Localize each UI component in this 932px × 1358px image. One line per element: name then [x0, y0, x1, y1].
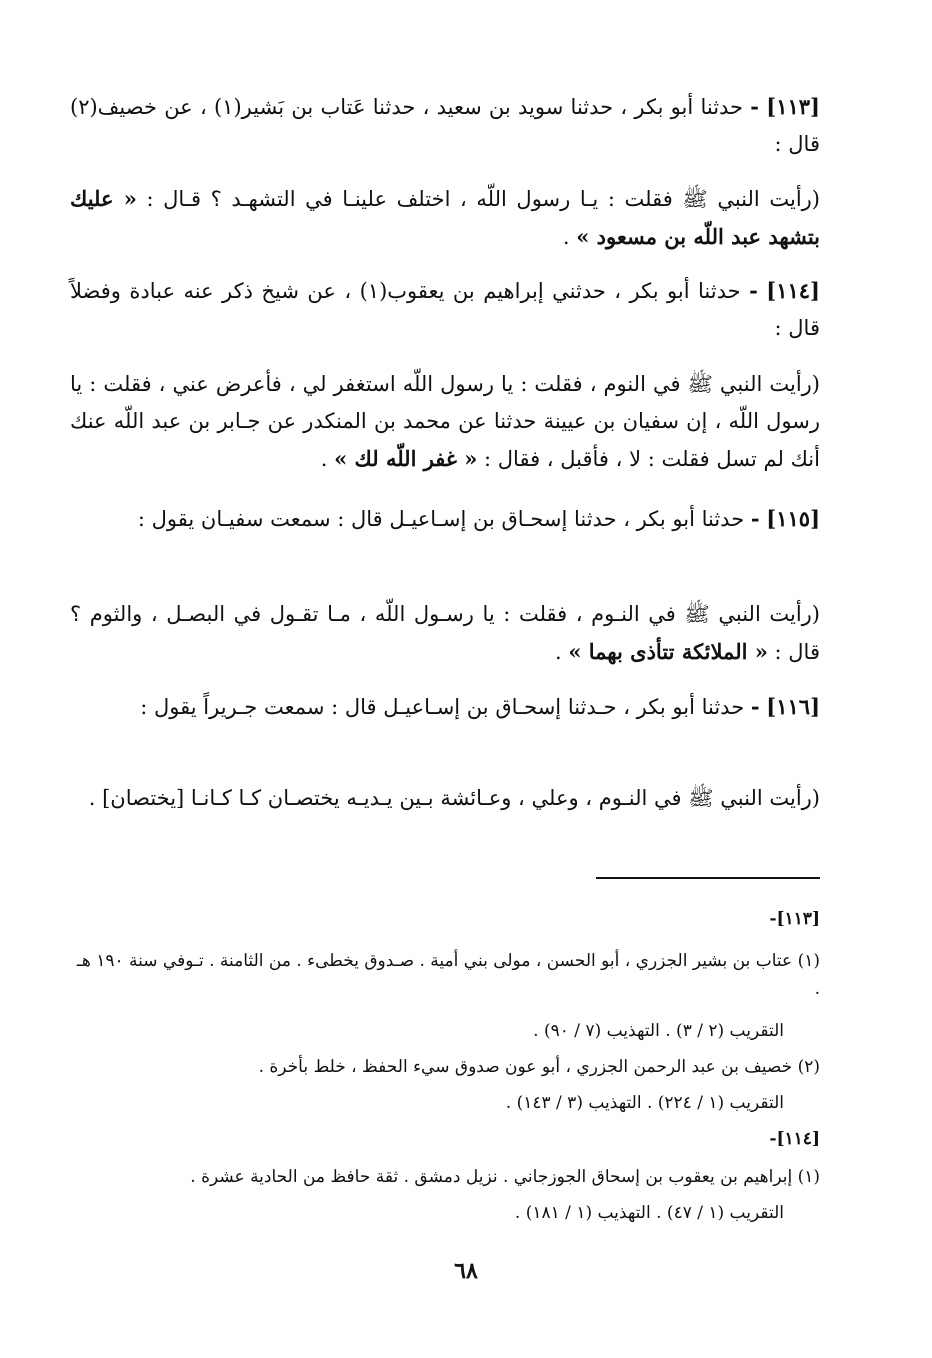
quote-text: (رأيت النبي ﷺ في النوم ، فقلت : يا رسول اللّه استغفر لي ، فأعرض عني ، فقلت : يا رسول اللّه ، إن سفيان بن عيينة حدثنا عن محمد بن المنكدر عن جـابر بن عبد اللّه عنك أنك لم تسل فقلت : لا ، فأقبل ، فقال : — [70, 372, 820, 471]
hadith-number: [١١٥] — [766, 506, 820, 531]
quote-bold: « عليك بتشهد عبد اللّه بن مسعود » — [70, 186, 820, 249]
footnote-113-1-reference: التقريب (٢ / ٣) . التهذيب (٧ / ٩٠) . — [533, 1021, 784, 1041]
quote-115 — [70, 596, 820, 671]
hadith-dash: - — [749, 278, 758, 303]
footnote-heading-114: [١١٤]- — [769, 1129, 820, 1149]
hadith-number: [١١٤] — [766, 278, 820, 303]
quote-113 — [70, 180, 820, 256]
footnote-heading-113: [١١٣]- — [769, 909, 820, 929]
quote-text: (رأيت النبي ﷺ فقلت : يـا رسول اللّه ، اختلف علينـا في التشهـد ؟ قـال : — [146, 187, 820, 211]
quote-close: . — [320, 447, 335, 471]
paragraph-115 — [70, 500, 820, 538]
footnote-separator — [596, 877, 820, 879]
hadith-dash: - — [750, 94, 760, 119]
footnote-113-2-reference: التقريب (١ / ٢٢٤) . التهذيب (٣ / ١٤٣) . — [505, 1093, 784, 1113]
footnote-113-2: (٢) خصيف بن عبد الرحمن الجزري ، أبو عون صدوق سيء الحفظ ، خلط بأخرة . — [258, 1057, 820, 1077]
isnad-text: حدثنا أبو بكر ، حدثنا إسحـاق بن إسـاعيـل قال : سمعت سفيـان يقول : — [137, 507, 745, 531]
quote-bold: « غفر اللّه لك » — [334, 446, 478, 471]
isnad-text: حدثنا أبو بكر ، حدثني إبراهيم بن يعقوب(١) ، عن شيخ ذكر عنه عبادة وفضلاً قال : — [70, 279, 820, 340]
hadith-dash: - — [750, 694, 760, 719]
quote-bold: « الملائكة تتأذى بهما » — [568, 639, 768, 664]
footnote-114-1-reference: التقريب (١ / ٤٧) . التهذيب (١ / ١٨١) . — [514, 1203, 784, 1223]
quote-text: (رأيت النبي ﷺ في النـوم ، فقلت : يا رسـول اللّه ، مـا تقـول في البصـل ، والثوم ؟ قال : — [70, 602, 820, 664]
quote-116 — [70, 780, 820, 817]
page-number: ٦٨ — [454, 1258, 478, 1284]
paragraph-114 — [70, 272, 820, 347]
quote-114 — [70, 366, 820, 478]
paragraph-113 — [70, 88, 820, 163]
quote-text: (رأيت النبي ﷺ في النـوم ، وعلي ، وعـائشة بـين يـديـه يختصـان كـا كـانـا [يختصان] . — [88, 786, 820, 810]
hadith-number: [١١٦] — [766, 694, 820, 719]
quote-close: . — [554, 640, 569, 664]
hadith-dash: - — [750, 506, 760, 531]
footnote-113-1: (١) عتاب بن بشير الجزري ، أبو الحسن ، مولى بني أمية . صـدوق يخطىء . من الثامنة . تـوفي سنة ١٩٠ هـ . — [76, 951, 820, 999]
hadith-number: [١١٣] — [766, 94, 820, 119]
isnad-text: حدثنا أبو بكر ، حدثنا سويد بن سعيد ، حدثنا عَتاب بن بَشير(١) ، عن خصيف(٢) قال : — [70, 95, 820, 156]
quote-close: . — [562, 225, 577, 249]
paragraph-116 — [70, 688, 820, 726]
footnote-114-1: (١) إبراهيم بن يعقوب بن إسحاق الجوزجاني . نزيل دمشق . ثقة حافظ من الحادية عشرة . — [190, 1167, 820, 1187]
isnad-text: حدثنا أبو بكر ، حـدثنا إسحـاق بن إسـاعيـل قال : سمعت جـريراً يقول : — [140, 695, 745, 719]
